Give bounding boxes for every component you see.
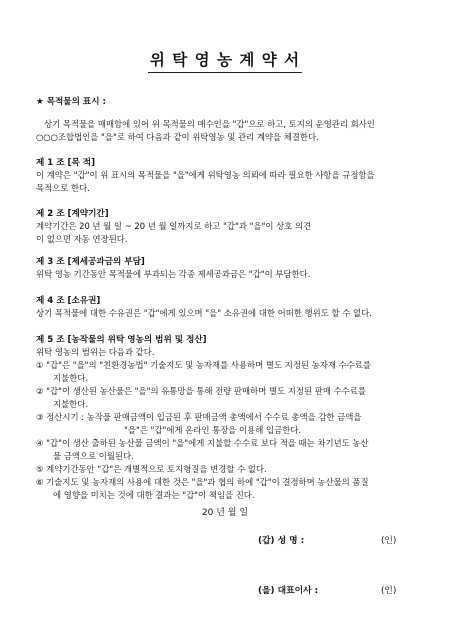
- party-a-seal: (인): [381, 536, 397, 546]
- article-1-line-2: 목적으로 한다.: [36, 183, 90, 193]
- article-5-item-2: ② "갑"이 생산된 농산물은 "을"의 유통망을 통해 전량 판매하며 별도 지정된 판매 수수료를: [36, 386, 366, 396]
- target-line-2: ○○○조합법인을 "을"로 하여 다음과 같이 위탁영농 및 관리 계약을 체결한다.: [36, 132, 319, 142]
- article-3-line-1: 위탁 영농 기간동안 목적물에 부과되는 각종 제세공과금은 "갑"이 부담한다.: [36, 269, 311, 279]
- article-1-line-1: 이 계약은 "갑"이 위 표시의 목적물을 "을"에게 위탁영농 의뢰에 따라 필요한 사항을 규정함을: [36, 170, 375, 180]
- party-b-seal: (인): [381, 586, 397, 596]
- article-2-line-1: 계약기간은 20 년 월 일 ~ 20 년 월 일까지로 하고 "갑"과 "을"이 상호 의견: [36, 221, 312, 231]
- article-5-item-4: ④ "갑"이 생산 출하된 농산물 금액이 "을"에게 지불할 수수료 보다 적을 때는 차기년도 농산: [36, 438, 369, 448]
- article-5-item-3-cont: "을"은 "갑"에게 온라인 통장을 이용해 입금한다.: [124, 425, 302, 435]
- target-line-1: 상기 목적물을 매매함에 있어 위 목적물의 매수인을 "갑"으로 하고, 토지의 운영관리 회사인: [44, 119, 375, 129]
- article-5-item-2-cont: 지불한다.: [53, 399, 89, 409]
- target-heading: ★ 목적물의 표시 :: [36, 97, 106, 107]
- article-2-heading: 제 2 조 [계약기간]: [36, 209, 109, 219]
- article-5-item-4-cont: 물 금액으로 이월된다.: [53, 451, 134, 461]
- article-5-item-1: ① "갑"은 "을"의 "친환경농법" 기술지도 및 농자재를 사용하며 별도 지정된 농자재 수수료를: [36, 360, 371, 370]
- article-2-line-2: 이 없으면 자동 연장된다.: [36, 234, 128, 244]
- article-5-item-3: ③ 정산시기 : 농작물 판매금액이 입금된 후 판매금액 총액에서 수수료 총액을 감한 금액을: [36, 412, 362, 422]
- article-2: [36, 208, 421, 246]
- article-5-item-6: ⑥ 기술지도 및 농자재의 사용에 대한 것은 "을"과 협의 하에 "갑"이 결정하며 농산물의 품질: [36, 477, 369, 487]
- article-1-heading: 제 1 조 [목 적]: [36, 158, 96, 168]
- article-5-item-1-cont: 지불한다.: [53, 373, 89, 383]
- party-a-signature-label: [258, 533, 304, 546]
- article-5-item-6-cont: 에 영향을 미치는 것에 대한 결과는 "갑"이 책임을 진다.: [53, 490, 255, 500]
- article-5-item-5: ⑤ 계약기간동안 "갑"은 개별적으로 토지형질을 변경할 수 없다.: [36, 464, 267, 474]
- article-1: [36, 157, 421, 195]
- party-b-signature-label: [258, 583, 318, 596]
- article-5-intro: 위탁 영농의 범위는 다음과 같다.: [36, 347, 155, 357]
- article-4: [36, 295, 421, 320]
- article-3-heading: 제 3 조 [제세공과금의 부담]: [36, 257, 145, 267]
- party-b-label: (을) 대표이사 :: [258, 586, 319, 596]
- title-underline: [148, 72, 302, 73]
- article-3: [36, 256, 421, 281]
- party-a-label: (갑) 성 명 :: [258, 536, 305, 546]
- article-5-heading: 제 5 조 [농작물의 위탁 영농의 범위 및 정산]: [36, 335, 207, 345]
- article-5: [36, 334, 421, 502]
- contract-date: 20 년 월 일: [201, 508, 249, 518]
- target-section: [36, 96, 421, 144]
- article-4-heading: 제 4 조 [소유권]: [36, 296, 101, 306]
- document-title: 위 탁 영 농 계 약 서: [149, 50, 301, 69]
- article-4-line-1: 상기 목적물에 대한 수유권은 "갑"에게 있으며 "을" 소유권에 대한 어떠한 행위도 할 수 없다.: [36, 308, 372, 318]
